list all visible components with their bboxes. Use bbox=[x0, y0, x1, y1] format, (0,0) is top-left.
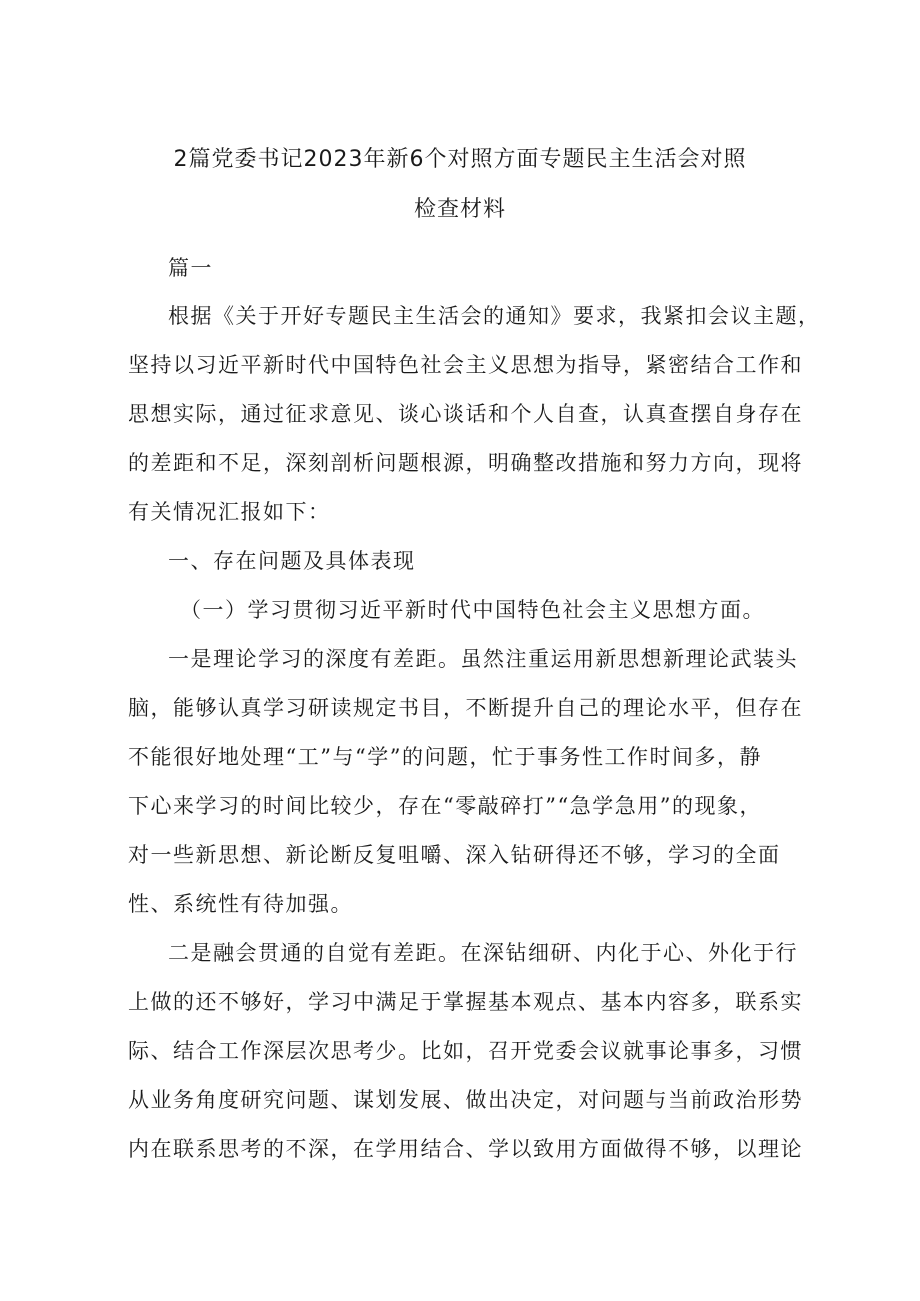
paragraph-line: 二是融会贯通的自觉有差距。在深钻细研、内化于心、外化于行 bbox=[168, 941, 798, 965]
section-label: 篇一 bbox=[168, 256, 213, 280]
document-title-line-2: 检查材料 bbox=[413, 197, 506, 222]
paragraph-line: 一是理论学习的深度有差距。虽然注重运用新思想新理论武装头 bbox=[168, 647, 798, 671]
document-title-line-1: 2篇党委书记2023年新6个对照方面专题民主生活会对照 bbox=[173, 147, 747, 172]
paragraph-line: 下心来学习的时间比较少，存在“零敲碎打”“急学急用”的现象， bbox=[128, 794, 762, 818]
paragraph-line: 脑，能够认真学习研读规定书目，不断提升自己的理论水平，但存在 bbox=[128, 696, 803, 720]
intro-line: 坚持以习近平新时代中国特色社会主义思想为指导，紧密结合工作和 bbox=[128, 353, 803, 377]
paragraph-line: 际、结合工作深层次思考少。比如，召开党委会议就事论事多，习惯 bbox=[128, 1039, 803, 1063]
paragraph-line: 不能很好地处理“工”与“学”的问题，忙于事务性工作时间多，静 bbox=[128, 745, 762, 769]
intro-line: 思想实际，通过征求意见、谈心谈话和个人自查，认真查摆自身存在 bbox=[128, 402, 803, 426]
paragraph-line: 内在联系思考的不深，在学用结合、学以致用方面做得不够，以理论 bbox=[128, 1137, 803, 1161]
intro-line: 的差距和不足，深刻剖析问题根源，明确整改措施和努力方向，现将 bbox=[128, 451, 803, 475]
paragraph-line: 对一些新思想、新论断反复咀嚼、深入钻研得还不够，学习的全面 bbox=[128, 843, 781, 867]
paragraph-line: 性、系统性有待加强。 bbox=[128, 892, 353, 916]
sub-heading: （一）学习贯彻习近平新时代中国特色社会主义思想方面。 bbox=[180, 598, 765, 622]
paragraph-line: 上做的还不够好，学习中满足于掌握基本观点、基本内容多，联系实 bbox=[128, 990, 803, 1014]
intro-line: 根据《关于开好专题民主生活会的通知》要求，我紧扣会议主题， bbox=[168, 304, 821, 328]
paragraph-line: 从业务角度研究问题、谋划发展、做出决定，对问题与当前政治形势 bbox=[128, 1088, 803, 1112]
section-heading: 一、存在问题及具体表现 bbox=[168, 549, 416, 573]
intro-line: 有关情况汇报如下： bbox=[128, 500, 331, 524]
